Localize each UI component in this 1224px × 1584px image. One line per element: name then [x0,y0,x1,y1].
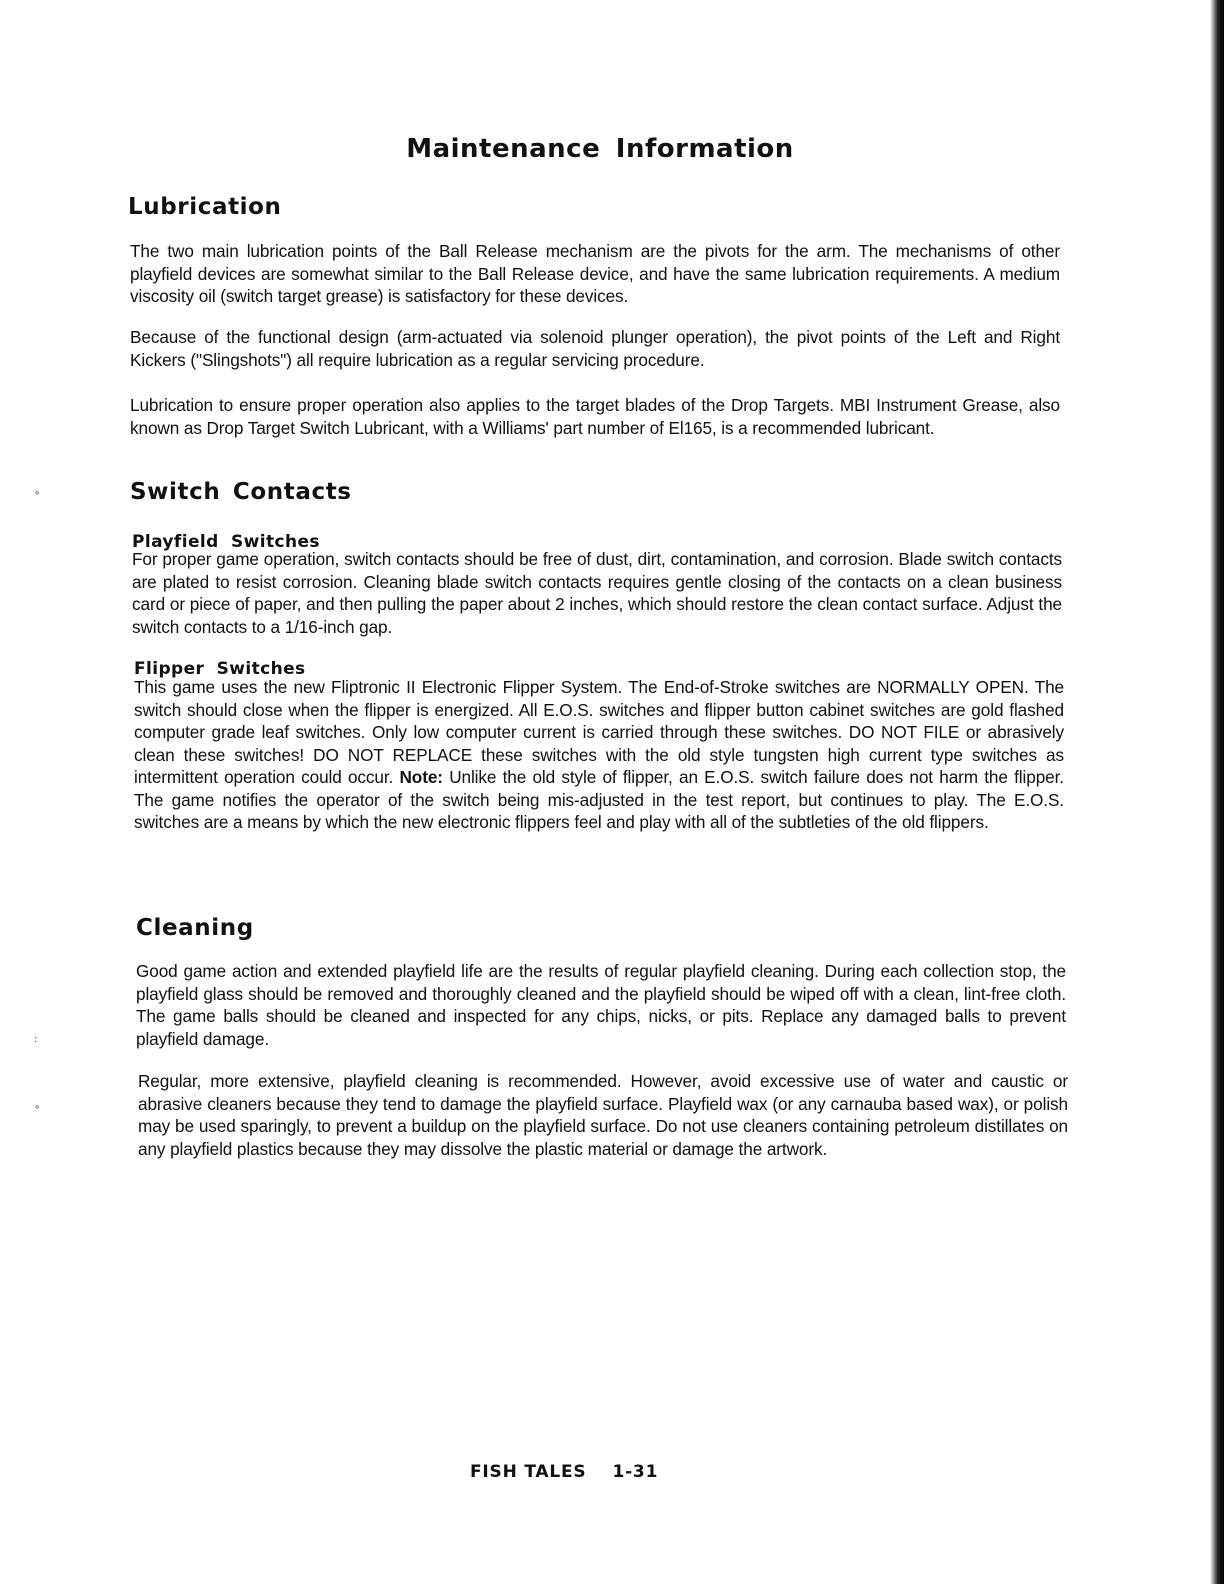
cleaning-paragraph: Good game action and extended playfield life are the results of regular playfield cleaning. During each collection stop, the playfield glass should be removed and thoroughly cleaned and the playfield should be wiped off with a clean, lint-free cloth. The game balls should be cleaned and inspected for any chips, nicks, or pits. Replace any damaged balls to prevent playfield damage. [136,961,1066,1049]
binder-hole-mark: : [34,1034,38,1045]
subheading-playfield-switches: Playfield Switches [132,532,320,552]
note-label: Note: [399,767,443,787]
section-heading-switch-contacts: Switch Contacts [130,479,352,505]
subheading-flipper-switches: Flipper Switches [134,659,306,679]
flipper-text-part-2: Unlike the old style of flipper, an E.O.S. switch failure does not harm the flipper. The game notifies the operator of the switch being mis-adjusted in the test report, but continues to play. The E.O.S. switches are a means by which the new electronic flippers feel and play with all of the subtleties of the old flippers. [134,767,1064,832]
binder-hole-mark: ∘ [34,1102,41,1113]
lubrication-paragraph: The two main lubrication points of the Ball Release mechanism are the pivots for the arm. The mechanisms of other playfield devices are somewhat similar to the Ball Release device, and have the same lubrication requirements. A medium viscosity oil (switch target grease) is satisfactory for these devices. [130,241,1060,306]
playfield-switches-paragraph: For proper game operation, switch contacts should be free of dust, dirt, contamination, and corrosion. Blade switch contacts are plated to resist corrosion. Cleaning blade switch contacts requires gentle closing of the contacts on a clean business card or piece of paper, and then pulling the paper about 2 inches, which should restore the clean contact surface. Adjust the switch contacts to a 1/16-inch gap. [132,549,1062,637]
cleaning-paragraph: Regular, more extensive, playfield cleaning is recommended. However, avoid excessive use of water and caustic or abrasive cleaners because they tend to damage the playfield surface. Playfield wax (or any carnauba based wax), or polish may be used sparingly, to prevent a buildup on the playfield surface. Do not use cleaners containing petroleum distillates on any playfield plastics because they may dissolve the plastic material or damage the artwork. [138,1071,1068,1159]
section-heading-cleaning: Cleaning [136,915,254,941]
lubrication-paragraph: Lubrication to ensure proper operation also applies to the target blades of the Drop Targets. MBI Instrument Grease, also known as Drop Target Switch Lubricant, with a Williams' part number of El165, is a recommended lubricant. [130,395,1060,438]
lubrication-paragraph: Because of the functional design (arm-actuated via solenoid plunger operation), the pivot points of the Left and Right Kickers ("Slingshots") all require lubrication as a regular servicing procedure. [130,327,1060,370]
flipper-text-part-1: This game uses the new Fliptronic II Electronic Flipper System. The End-of-Stroke switches are NORMALLY OPEN. The switch should close when the flipper is energized. All E.O.S. switches and flipper button cabinet switches are gold flashed computer grade leaf switches. Only low computer current is carried through these switches. DO NOT FILE or abrasively clean these switches! DO NOT REPLACE these switches with the old style tungsten high current type switches as intermittent operation could occur. [134,677,1064,787]
scan-edge-shadow [1210,0,1224,1584]
binder-hole-mark: ∘ [34,488,41,499]
page-footer [470,1462,770,1482]
page-title: Maintenance Information [406,134,794,164]
section-heading-lubrication: Lubrication [128,194,282,220]
footer-page-number: 1-31 [612,1462,659,1482]
footer-manual-name: FISH TALES [470,1462,587,1482]
flipper-switches-paragraph [134,676,1064,834]
